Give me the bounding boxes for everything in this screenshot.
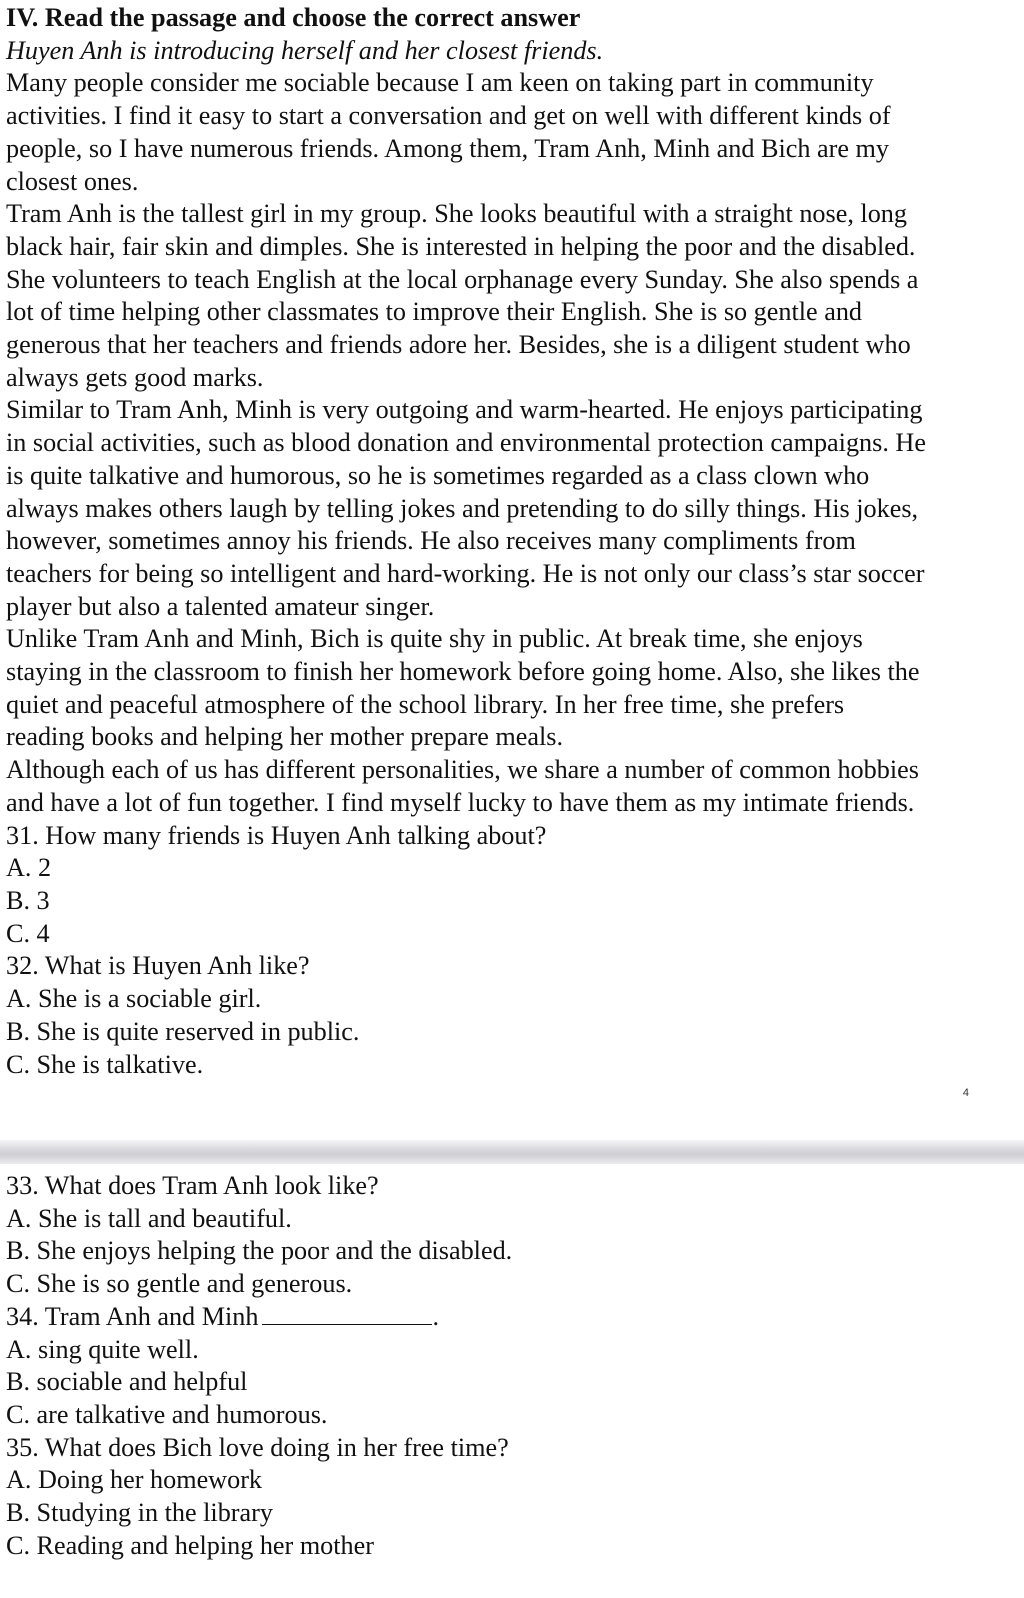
answer-option: A. She is a sociable girl. xyxy=(6,984,262,1014)
passage-line: She volunteers to teach English at the local orphanage every Sunday. She also spends a xyxy=(6,264,919,294)
answer-option: A. 2 xyxy=(6,853,52,883)
question-end-mark: . xyxy=(432,1301,439,1331)
answer-option: B. 3 xyxy=(6,885,50,915)
answer-option: C. She is so gentle and generous. xyxy=(6,1269,353,1299)
answer-option: B. Studying in the library xyxy=(6,1498,273,1528)
passage-line: Tram Anh is the tallest girl in my group. She looks beautiful with a straight nose, long xyxy=(6,199,907,229)
passage xyxy=(6,67,1020,819)
question-35 xyxy=(6,1432,1020,1563)
answer-option: B. She is quite reserved in public. xyxy=(6,1016,360,1046)
passage-line: Unlike Tram Anh and Minh, Bich is quite shy in public. At break time, she enjoys xyxy=(6,624,863,654)
passage-line: Similar to Tram Anh, Minh is very outgoing and warm-hearted. He enjoys participating xyxy=(6,395,923,425)
document-page-bottom xyxy=(0,1164,1024,1598)
section-heading: IV. Read the passage and choose the correct answer xyxy=(6,3,581,32)
question-34 xyxy=(6,1301,1020,1432)
passage-line: generous that her teachers and friends adore her. Besides, she is a diligent student who xyxy=(6,330,911,360)
answer-option: B. sociable and helpful xyxy=(6,1367,248,1397)
passage-line: staying in the classroom to finish her homework before going home. Also, she likes the xyxy=(6,657,920,687)
question-31 xyxy=(6,820,1020,951)
question-text: 32. What is Huyen Anh like? xyxy=(6,951,310,981)
passage-line: reading books and helping her mother prepare meals. xyxy=(6,722,564,752)
passage-line: activities. I find it easy to start a conversation and get on well with different kinds of xyxy=(6,101,891,131)
passage-line: lot of time helping other classmates to improve their English. She is so gentle and xyxy=(6,297,863,327)
answer-option: C. are talkative and humorous. xyxy=(6,1399,328,1429)
question-33 xyxy=(6,1170,1020,1301)
passage-line: quiet and peaceful atmosphere of the school library. In her free time, she prefers xyxy=(6,689,845,719)
answer-option: A. She is tall and beautiful. xyxy=(6,1203,292,1233)
question-text: 33. What does Tram Anh look like? xyxy=(6,1171,379,1200)
passage-line: Although each of us has different personalities, we share a number of common hobbies xyxy=(6,755,919,785)
answer-option: A. sing quite well. xyxy=(6,1334,199,1364)
page-number: 4 xyxy=(962,1087,969,1099)
question-text: 35. What does Bich love doing in her free time? xyxy=(6,1432,509,1462)
page-separator xyxy=(0,1140,1024,1164)
passage-line: teachers for being so intelligent and hard-working. He is not only our class’s star soccer xyxy=(6,558,925,588)
answer-option: C. Reading and helping her mother xyxy=(6,1530,374,1560)
question-text: 31. How many friends is Huyen Anh talking about? xyxy=(6,820,547,850)
passage-and-questions xyxy=(6,2,1020,1081)
answer-option: B. She enjoys helping the poor and the disabled. xyxy=(6,1236,513,1266)
section-subtitle: Huyen Anh is introducing herself and her closest friends. xyxy=(6,35,604,65)
questions-continued xyxy=(6,1170,1020,1562)
passage-line: always gets good marks. xyxy=(6,362,264,392)
question-stem: 34. Tram Anh and Minh xyxy=(6,1301,259,1331)
passage-line: always makes others laugh by telling jokes and pretending to do silly things. His jokes, xyxy=(6,493,919,523)
passage-line: and have a lot of fun together. I find myself lucky to have them as my intimate friends. xyxy=(6,787,915,817)
answer-option: C. 4 xyxy=(6,918,50,948)
answer-option: A. Doing her homework xyxy=(6,1465,263,1495)
question-text xyxy=(6,1301,1020,1334)
passage-line: player but also a talented amateur singer. xyxy=(6,591,435,621)
answer-option: C. She is talkative. xyxy=(6,1049,204,1079)
passage-line: in social activities, such as blood donation and environmental protection campaigns. He xyxy=(6,428,926,458)
question-32 xyxy=(6,950,1020,1081)
answer-blank xyxy=(262,1302,432,1325)
passage-line: people, so I have numerous friends. Among them, Tram Anh, Minh and Bich are my xyxy=(6,133,889,163)
passage-line: closest ones. xyxy=(6,166,139,196)
passage-line: is quite talkative and humorous, so he is sometimes regarded as a class clown who xyxy=(6,460,870,490)
passage-line: black hair, fair skin and dimples. She is interested in helping the poor and the disabled. xyxy=(6,231,916,261)
passage-line: Many people consider me sociable because I am keen on taking part in community xyxy=(6,68,874,98)
passage-line: however, sometimes annoy his friends. He also receives many compliments from xyxy=(6,526,856,556)
